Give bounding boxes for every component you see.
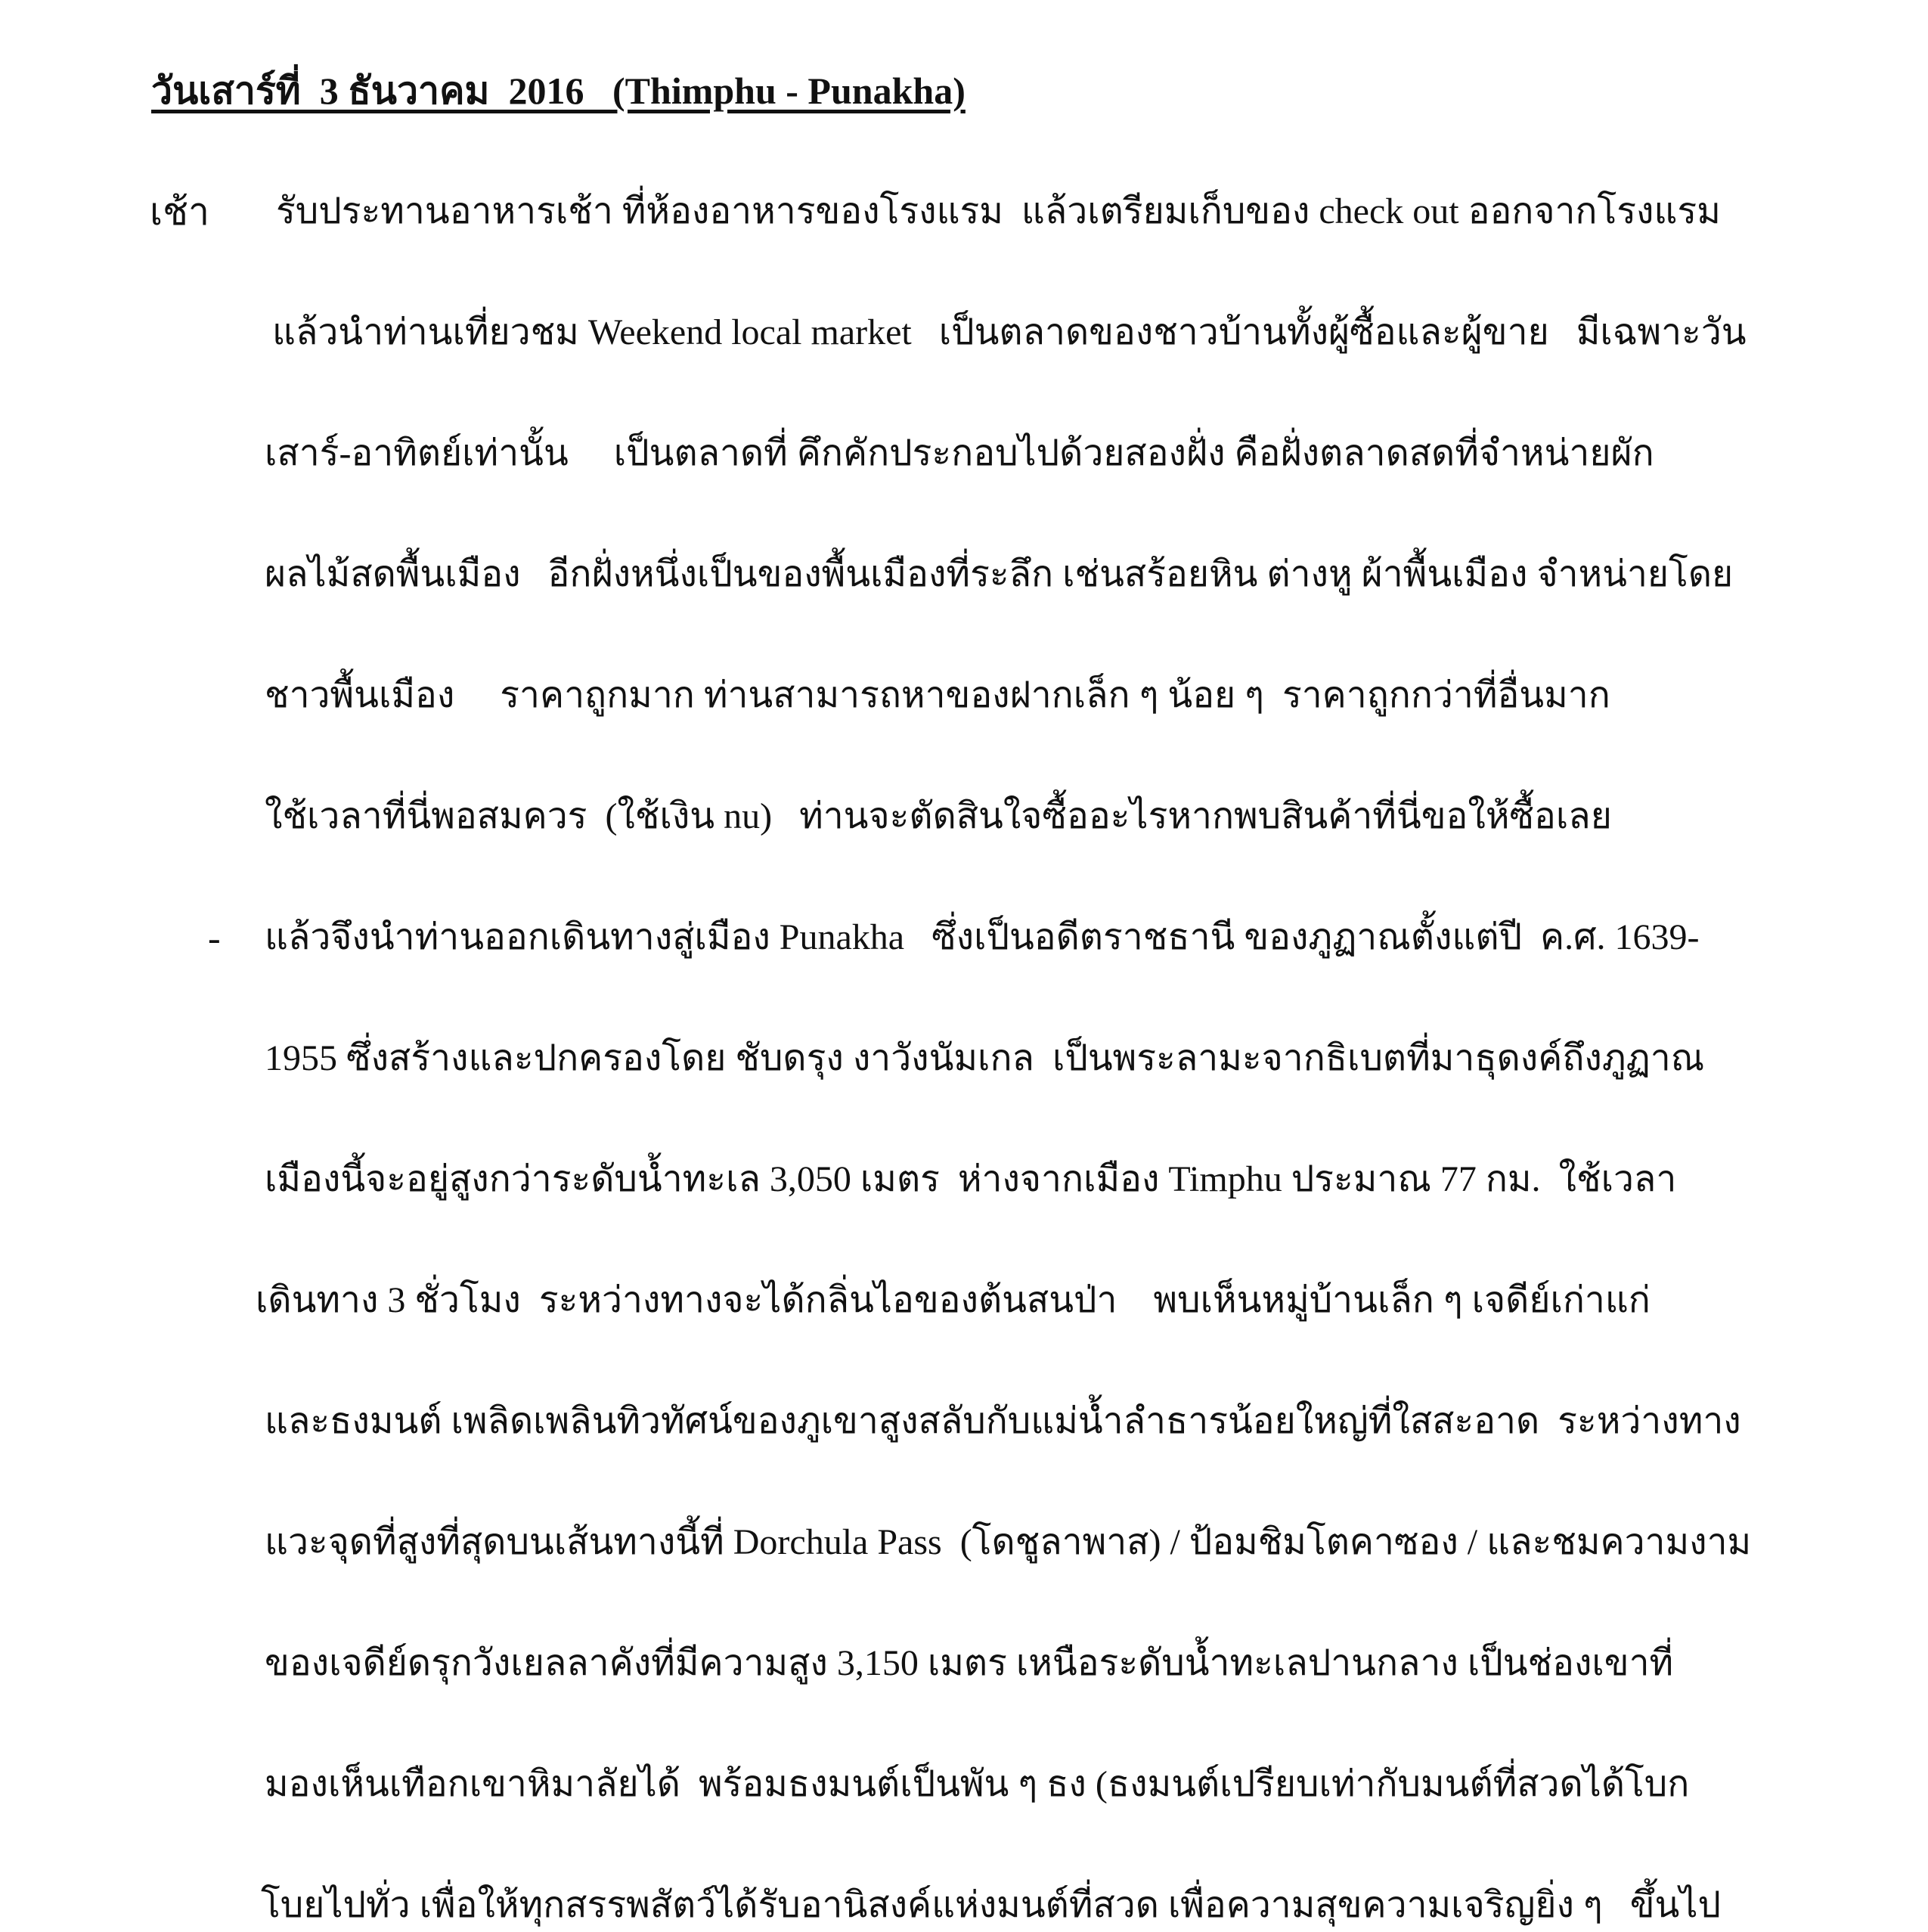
- text-line: 1955 ซึ่งสร้างและปกครองโดย ชับดรุง งาวังนัมเกล เป็นพระลามะจากธิเบตที่มาธุดงค์ถึงภูฏาณ: [265, 1038, 1705, 1078]
- text-line: ของเจดีย์ดรุกวังเยลลาคังที่มีความสูง 3,150 เมตร เหนือระดับน้ำทะเลปานกลาง เป็นช่องเขาที่: [265, 1643, 1674, 1683]
- text-line: เสาร์-อาทิตย์เท่านั้น เป็นตลาดที่ คึกคักประกอบไปด้วยสองฝั่ง คือฝั่งตลาดสดที่จำหน่ายผัก: [265, 433, 1654, 473]
- text-line: แล้วจึงนำท่านออกเดินทางสู่เมือง Punakha ซึ่งเป็นอดีตราชธานี ของภูฏาณตั้งแต่ปี ค.ศ. 1639-: [265, 917, 1700, 957]
- bullet-dash: -: [208, 916, 221, 959]
- text-line: มองเห็นเทือกเขาหิมาลัยได้ พร้อมธงมนต์เป็นพัน ๆ ธง (ธงมนต์เปรียบเท่ากับมนต์ที่สวดได้โบก: [265, 1764, 1690, 1804]
- text-line: และธงมนต์ เพลิดเพลินทิวทัศน์ของภูเขาสูงสลับกับแม่น้ำลำธารน้อยใหญ่ที่ใสสะอาด ระหว่างทาง: [265, 1401, 1741, 1441]
- text-line: ชาวพื้นเมือง ราคาถูกมาก ท่านสามารถหาของฝากเล็ก ๆ น้อย ๆ ราคาถูกกว่าที่อื่นมาก: [265, 675, 1610, 715]
- text-line: ผลไม้สดพื้นเมือง อีกฝั่งหนึ่งเป็นของพื้นเมืองที่ระลึก เช่นสร้อยหิน ต่างหู ผ้าพื้นเมือง จำหน่ายโดย: [265, 554, 1734, 594]
- text-line: ใช้เวลาที่นี่พอสมควร (ใช้เงิน nu) ท่านจะตัดสินใจซื้ออะไรหากพบสินค้าที่นี่ขอให้ซื้อเลย: [265, 796, 1612, 836]
- page-title: วันเสาร์ที่ 3 ธันวาคม 2016 (Thimphu - Punakha): [151, 70, 966, 112]
- text-line: เดินทาง 3 ชั่วโมง ระหว่างทางจะได้กลิ่นไอของต้นสนป่า พบเห็นหมู่บ้านเล็ก ๆ เจดีย์เก่าแก่: [256, 1280, 1651, 1320]
- text-line: เมืองนี้จะอยู่สูงกว่าระดับน้ำทะเล 3,050 เมตร ห่างจากเมือง Timphu ประมาณ 77 กม. ใช้เวลา: [265, 1159, 1677, 1199]
- text-line: แล้วนำท่านเที่ยวชม Weekend local market เป็นตลาดของชาวบ้านทั้งผู้ซื้อและผู้ขาย มีเฉพาะวัน: [272, 312, 1747, 352]
- paragraph-label: เช้า: [150, 191, 210, 233]
- text-line: รับประทานอาหารเช้า ที่ห้องอาหารของโรงแรม แล้วเตรียมเก็บของ check out ออกจากโรงแรม: [276, 191, 1721, 231]
- text-line: แวะจุดที่สูงที่สุดบนเส้นทางนี้ที่ Dorchula Pass (โดชูลาพาส) / ป้อมชิมโตคาซอง / และชมความงาม: [265, 1522, 1752, 1562]
- text-line: โบยไปทั่ว เพื่อให้ทุกสรรพสัตว์ได้รับอานิสงค์แห่งมนต์ที่สวด เพื่อความสุขความเจริญยิ่ง ๆ ขึ้นไป: [261, 1885, 1721, 1925]
